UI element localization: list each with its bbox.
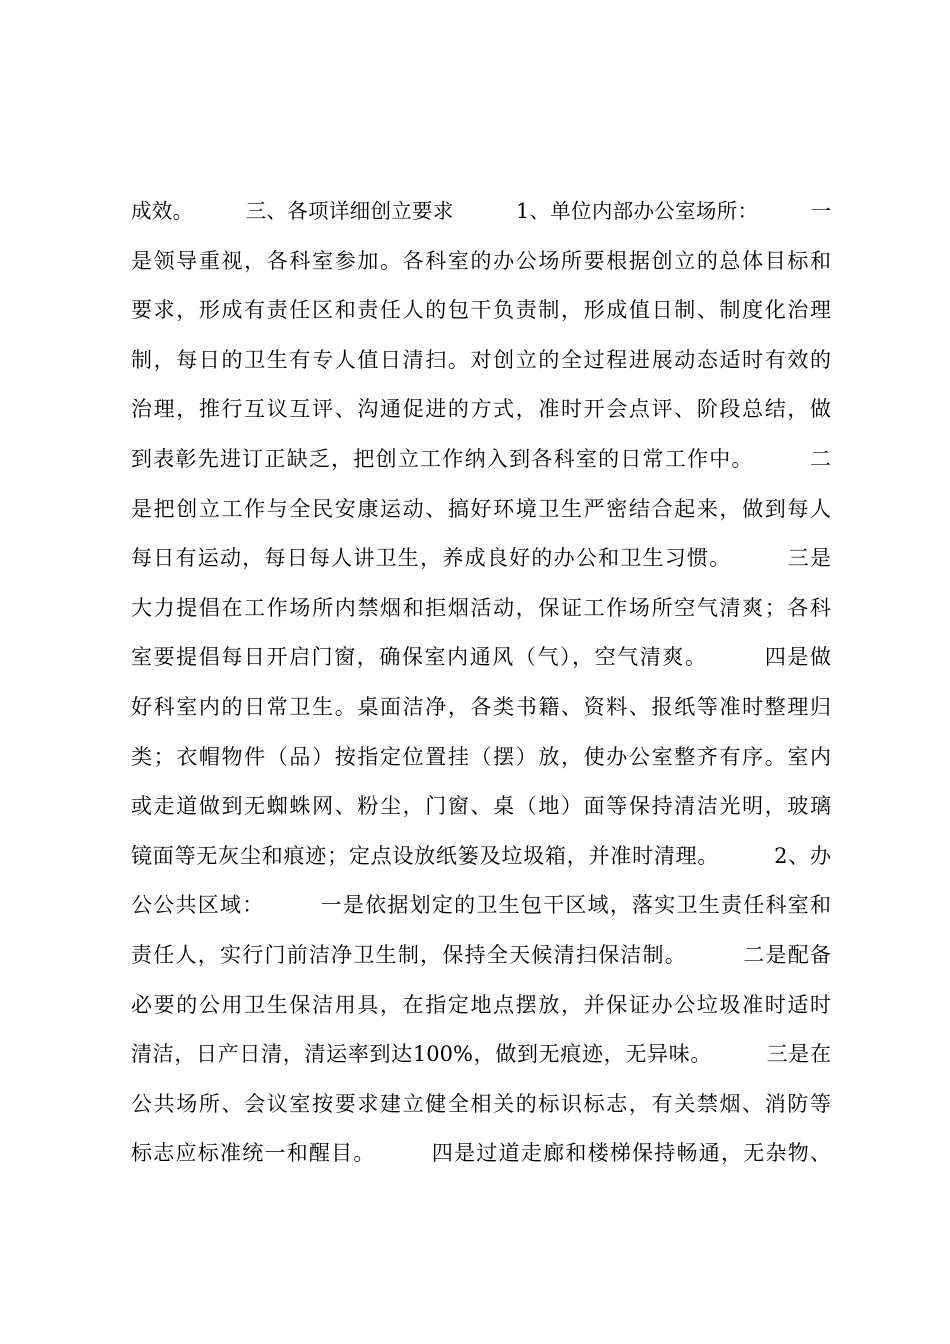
text-line-7: 是把创立工作与全民安康运动、搞好环境卫生严密结合起来，做到每人 [131,496,831,521]
text-line-18: 清洁，日产日清，清运率到达100%，做到无痕迹，无异味。 三是在 [131,1042,831,1067]
text-line-8: 每日有运动，每日每人讲卫生，养成良好的办公和卫生习惯。 三是 [131,546,831,571]
text-line-13: 或走道做到无蜘蛛网、粉尘，门窗、桌（地）面等保持清洁光明，玻璃 [131,794,831,819]
text-line-16: 责任人，实行门前洁净卫生制，保持全天候清扫保洁制。 二是配备 [131,942,831,967]
text-line-3: 要求，形成有责任区和责任人的包干负责制，形成值日制、制度化治理 [131,298,831,323]
text-line-5: 治理，推行互议互评、沟通促进的方式，准时开会点评、阶段总结，做 [131,397,831,422]
text-line-4: 制，每日的卫生有专人值日清扫。对创立的全过程进展动态适时有效的 [131,347,831,372]
text-line-12: 类；衣帽物件（品）按指定位置挂（摆）放，使办公室整齐有序。室内 [131,744,831,769]
text-line-2: 是领导重视，各科室参加。各科室的办公场所要根据创立的总体目标和 [131,248,831,273]
text-line-10: 室要提倡每日开启门窗，确保室内通风（气），空气清爽。 四是做 [131,645,831,670]
text-line-9: 大力提倡在工作场所内禁烟和拒烟活动，保证工作场所空气清爽；各科 [131,595,831,620]
text-line-17: 必要的公用卫生保洁用具，在指定地点摆放，并保证办公垃圾准时适时 [131,992,831,1017]
text-line-19: 公共场所、会议室按要求建立健全相关的标识标志，有关禁烟、消防等 [131,1091,831,1116]
text-line-20: 标志应标准统一和醒目。 四是过道走廊和楼梯保持畅通，无杂物、 [131,1141,831,1166]
body-text [131,187,831,1179]
text-line-15: 公公共区域： 一是依据划定的卫生包干区域，落实卫生责任科室和 [131,893,831,918]
text-line-1: 成效。 三、各项详细创立要求 1、单位内部办公室场所： 一 [131,199,831,223]
text-line-11: 好科室内的日常卫生。桌面洁净，各类书籍、资料、报纸等准时整理归 [131,694,831,719]
text-line-14: 镜面等无灰尘和痕迹；定点设放纸篓及垃圾箱，并准时清理。 2、办 [131,843,831,868]
text-line-6: 到表彰先进订正缺乏，把创立工作纳入到各科室的日常工作中。 二 [131,446,831,471]
